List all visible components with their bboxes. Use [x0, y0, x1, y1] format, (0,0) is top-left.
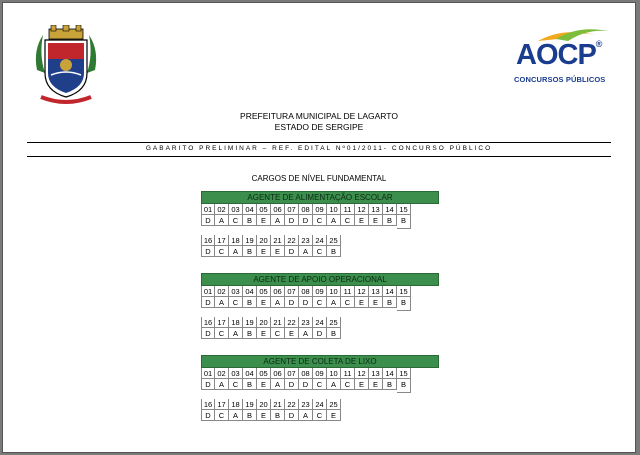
question-number: 25 — [327, 235, 341, 246]
question-number-row — [201, 368, 439, 379]
question-number: 06 — [271, 204, 285, 215]
answer-letter: E — [355, 215, 369, 226]
question-number: 13 — [369, 286, 383, 297]
answer-letter: B — [243, 297, 257, 308]
question-number: 14 — [383, 368, 397, 379]
answer-letter: D — [201, 410, 215, 421]
question-number: 18 — [229, 317, 243, 328]
answer-letter: B — [383, 297, 397, 308]
question-number: 07 — [285, 368, 299, 379]
question-number: 12 — [355, 286, 369, 297]
answer-letter: E — [257, 215, 271, 226]
header-line-2: ESTADO DE SERGIPE — [274, 122, 364, 132]
answer-letter: A — [215, 215, 229, 226]
question-number: 03 — [229, 286, 243, 297]
answer-letter: A — [271, 297, 285, 308]
answer-letter: B — [327, 246, 341, 257]
answer-letter: D — [285, 379, 299, 390]
question-number: 04 — [243, 204, 257, 215]
answer-letter: E — [257, 328, 271, 339]
answer-letter: B — [383, 379, 397, 390]
answer-letter: C — [229, 297, 243, 308]
question-number: 11 — [341, 286, 355, 297]
question-number: 09 — [313, 204, 327, 215]
question-number: 24 — [313, 235, 327, 246]
question-number-row — [201, 204, 439, 215]
answer-letter: D — [201, 379, 215, 390]
section-subtitle: CARGOS DE NÍVEL FUNDAMENTAL — [251, 174, 387, 183]
answer-block — [201, 191, 439, 257]
answer-letter: B — [243, 328, 257, 339]
question-number: 09 — [313, 286, 327, 297]
question-number: 05 — [257, 368, 271, 379]
answer-letter: E — [369, 297, 383, 308]
question-number: 11 — [341, 368, 355, 379]
answer-letter: A — [271, 215, 285, 226]
question-number: 24 — [313, 399, 327, 410]
answer-row — [201, 379, 439, 390]
question-number: 16 — [201, 399, 215, 410]
header-line-1: PREFEITURA MUNICIPAL DE LAGARTO — [240, 111, 398, 121]
answer-letter: B — [397, 297, 411, 311]
question-number: 10 — [327, 368, 341, 379]
answer-letter: B — [243, 215, 257, 226]
answer-letter: E — [285, 328, 299, 339]
answer-letter: B — [397, 215, 411, 229]
question-number: 15 — [397, 286, 411, 297]
answer-letter: D — [201, 297, 215, 308]
aocp-logo — [508, 25, 626, 89]
question-number: 04 — [243, 368, 257, 379]
question-number: 21 — [271, 399, 285, 410]
answer-letter: D — [201, 246, 215, 257]
divider-top — [27, 142, 611, 143]
answer-letter: B — [383, 215, 397, 226]
question-number: 10 — [327, 286, 341, 297]
question-number: 06 — [271, 286, 285, 297]
answer-letter: A — [299, 410, 313, 421]
question-number: 12 — [355, 204, 369, 215]
answer-letter: C — [229, 379, 243, 390]
answer-letter: D — [201, 215, 215, 226]
answer-letter: E — [369, 215, 383, 226]
question-number: 16 — [201, 235, 215, 246]
answer-letter: E — [369, 379, 383, 390]
question-number: 08 — [299, 286, 313, 297]
question-number: 07 — [285, 286, 299, 297]
answer-letter: C — [313, 246, 327, 257]
answer-letter: C — [341, 297, 355, 308]
question-number: 04 — [243, 286, 257, 297]
answer-row — [201, 410, 439, 421]
question-number: 16 — [201, 317, 215, 328]
question-number: 25 — [327, 399, 341, 410]
answer-letter: A — [327, 297, 341, 308]
question-number: 22 — [285, 399, 299, 410]
answer-letter: C — [313, 379, 327, 390]
answer-letter: B — [397, 379, 411, 393]
question-number: 13 — [369, 204, 383, 215]
question-number: 01 — [201, 204, 215, 215]
answer-letter: E — [257, 410, 271, 421]
answer-letter: E — [271, 246, 285, 257]
answer-letter: C — [215, 246, 229, 257]
block-title: AGENTE DE ALIMENTAÇÃO ESCOLAR — [201, 191, 439, 204]
answer-letter: A — [299, 246, 313, 257]
answer-letter: C — [341, 215, 355, 226]
block-title: AGENTE DE APOIO OPERACIONAL — [201, 273, 439, 286]
question-number: 02 — [215, 368, 229, 379]
municipal-coat-of-arms-icon — [31, 25, 101, 105]
answer-letter: A — [229, 328, 243, 339]
question-number-row — [201, 317, 439, 328]
question-number: 19 — [243, 317, 257, 328]
answer-letter: B — [243, 410, 257, 421]
question-number: 20 — [257, 235, 271, 246]
question-number: 20 — [257, 399, 271, 410]
question-number: 15 — [397, 204, 411, 215]
question-number: 25 — [327, 317, 341, 328]
document-page — [2, 2, 636, 453]
answer-letter: E — [355, 297, 369, 308]
answer-letter: D — [313, 328, 327, 339]
question-number: 14 — [383, 204, 397, 215]
question-number: 22 — [285, 235, 299, 246]
question-number: 13 — [369, 368, 383, 379]
question-number: 07 — [285, 204, 299, 215]
question-number-row — [201, 399, 439, 410]
question-number: 09 — [313, 368, 327, 379]
answer-letter: B — [243, 246, 257, 257]
answer-letter: C — [313, 215, 327, 226]
question-number: 19 — [243, 235, 257, 246]
question-number: 01 — [201, 286, 215, 297]
answer-letter: E — [257, 379, 271, 390]
answer-letter: C — [215, 328, 229, 339]
question-number: 18 — [229, 399, 243, 410]
question-number: 03 — [229, 368, 243, 379]
question-number: 17 — [215, 235, 229, 246]
answer-letter: E — [327, 410, 341, 421]
answer-letter: C — [271, 328, 285, 339]
answer-row — [201, 328, 439, 339]
answer-letter: B — [243, 379, 257, 390]
question-number: 12 — [355, 368, 369, 379]
question-number: 17 — [215, 399, 229, 410]
answer-letter: A — [299, 328, 313, 339]
question-number: 08 — [299, 368, 313, 379]
answer-letter: D — [285, 297, 299, 308]
answer-letter: A — [215, 297, 229, 308]
answer-block — [201, 273, 439, 339]
question-number: 06 — [271, 368, 285, 379]
answer-row — [201, 215, 439, 226]
answer-letter: C — [229, 215, 243, 226]
question-number: 05 — [257, 286, 271, 297]
answer-letter: D — [285, 215, 299, 226]
answer-letter: C — [313, 297, 327, 308]
question-number: 14 — [383, 286, 397, 297]
answer-letter: E — [355, 379, 369, 390]
answer-letter: D — [299, 215, 313, 226]
answer-letter: C — [313, 410, 327, 421]
logo-tagline: CONCURSOS PÚBLICOS — [514, 75, 606, 84]
answer-letter: D — [299, 379, 313, 390]
answer-letter: A — [229, 410, 243, 421]
question-number: 01 — [201, 368, 215, 379]
answer-row — [201, 297, 439, 308]
question-number: 08 — [299, 204, 313, 215]
answer-letter: A — [229, 246, 243, 257]
answer-block — [201, 355, 439, 421]
answer-letter: E — [257, 246, 271, 257]
answer-letter: C — [215, 410, 229, 421]
answer-letter: A — [327, 379, 341, 390]
question-number: 17 — [215, 317, 229, 328]
answer-letter: A — [327, 215, 341, 226]
answer-letter: E — [257, 297, 271, 308]
answer-letter: C — [341, 379, 355, 390]
question-number: 05 — [257, 204, 271, 215]
question-number: 21 — [271, 235, 285, 246]
question-number: 21 — [271, 317, 285, 328]
block-title: AGENTE DE COLETA DE LIXO — [201, 355, 439, 368]
logo-name: AOCP® — [516, 39, 602, 71]
question-number: 15 — [397, 368, 411, 379]
question-number: 23 — [299, 317, 313, 328]
question-number-row — [201, 235, 439, 246]
question-number: 24 — [313, 317, 327, 328]
answer-row — [201, 246, 439, 257]
question-number: 03 — [229, 204, 243, 215]
question-number: 22 — [285, 317, 299, 328]
question-number: 02 — [215, 286, 229, 297]
answer-letter: D — [285, 246, 299, 257]
question-number: 23 — [299, 235, 313, 246]
question-number: 18 — [229, 235, 243, 246]
answer-letter: B — [327, 328, 341, 339]
question-number: 10 — [327, 204, 341, 215]
answer-letter: B — [271, 410, 285, 421]
gabarito-band: GABARITO PRELIMINAR – REF. EDITAL Nº01/2011- CONCURSO PÚBLICO — [145, 145, 493, 152]
divider-bottom — [27, 156, 611, 157]
answer-letter: D — [285, 410, 299, 421]
answer-letter: A — [215, 379, 229, 390]
question-number: 02 — [215, 204, 229, 215]
question-number: 19 — [243, 399, 257, 410]
question-number-row — [201, 286, 439, 297]
answer-letter: D — [299, 297, 313, 308]
question-number: 20 — [257, 317, 271, 328]
question-number: 11 — [341, 204, 355, 215]
answer-letter: A — [271, 379, 285, 390]
answer-letter: D — [201, 328, 215, 339]
question-number: 23 — [299, 399, 313, 410]
